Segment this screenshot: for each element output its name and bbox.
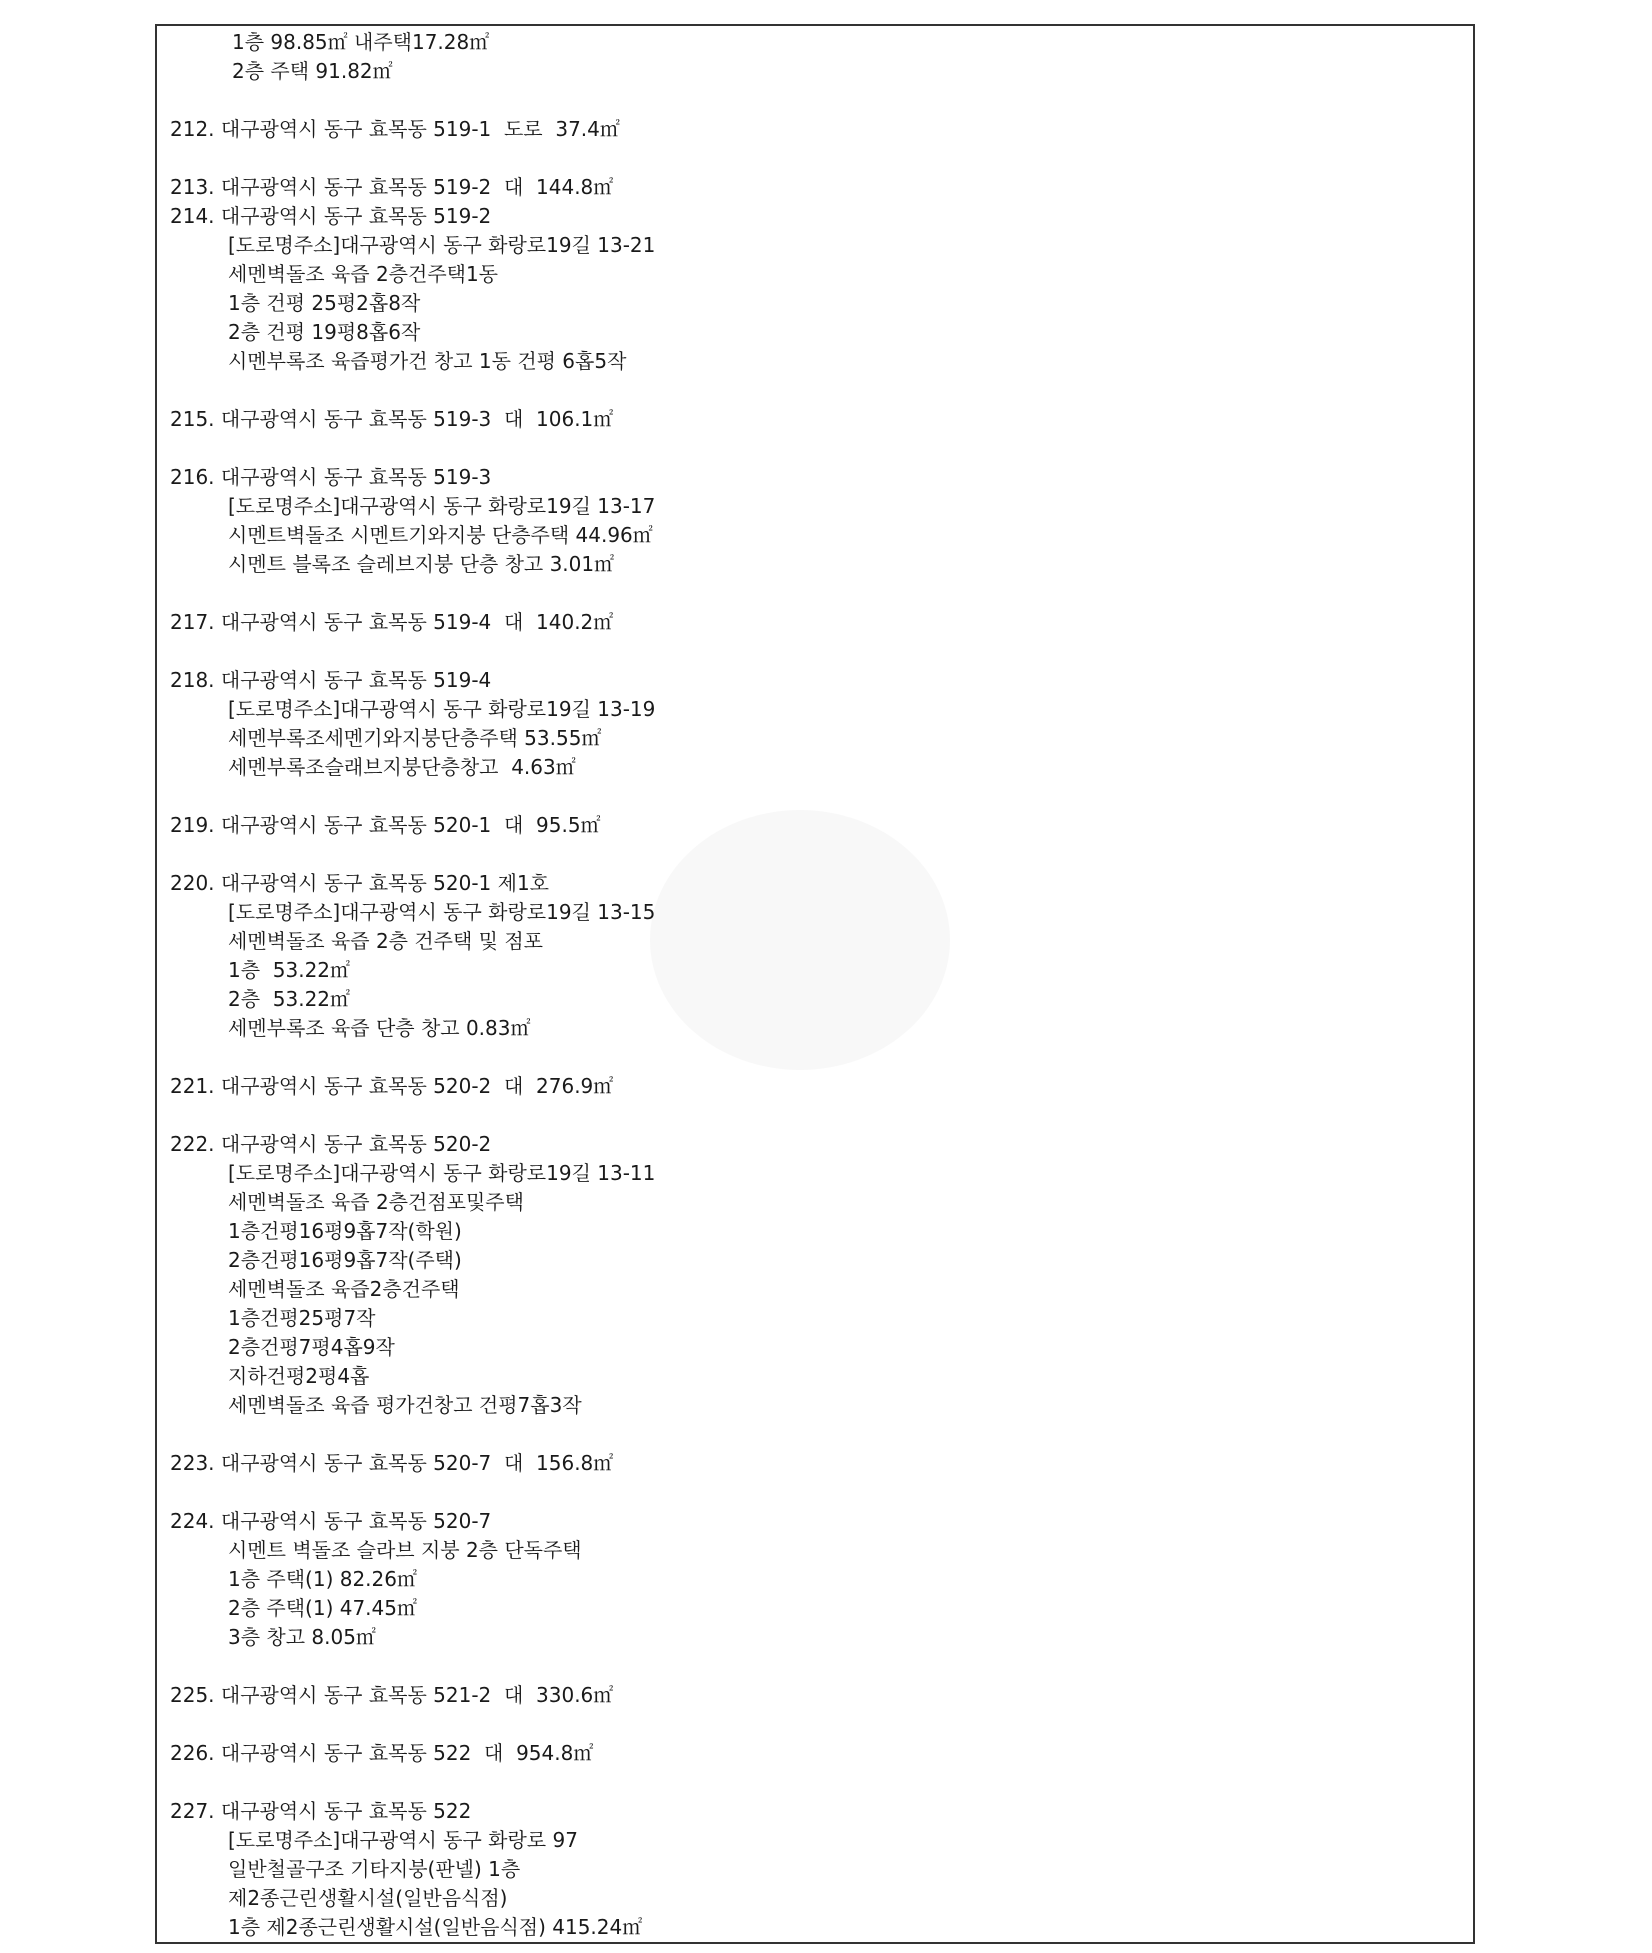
doc-line: 1층건평16평9홉7작(학원) xyxy=(228,1219,462,1243)
doc-line: 3층 창고 8.05㎡ xyxy=(228,1625,376,1649)
doc-line: 227. 대구광역시 동구 효목동 522 xyxy=(170,1799,472,1823)
doc-line: 217. 대구광역시 동구 효목동 519-4 대 140.2㎡ xyxy=(170,610,614,634)
doc-line: 세멘벽돌조 육즙 2층건점포및주택 xyxy=(228,1190,524,1214)
doc-line: 2층 53.22㎡ xyxy=(228,987,351,1011)
doc-line: 지하건평2평4홉 xyxy=(228,1364,370,1388)
doc-line: 212. 대구광역시 동구 효목동 519-1 도로 37.4㎡ xyxy=(170,117,620,141)
watermark-seal xyxy=(640,790,960,1090)
doc-line: 223. 대구광역시 동구 효목동 520-7 대 156.8㎡ xyxy=(170,1451,614,1475)
doc-line: 222. 대구광역시 동구 효목동 520-2 xyxy=(170,1132,492,1156)
doc-line: 214. 대구광역시 동구 효목동 519-2 xyxy=(170,204,492,228)
doc-line: 세멘부록조세멘기와지붕단층주택 53.55㎡ xyxy=(228,726,602,750)
doc-line: 세멘부록조슬래브지붕단층창고 4.63㎡ xyxy=(228,755,576,779)
doc-line: 1층 98.85㎡ 내주택17.28㎡ xyxy=(232,30,490,54)
doc-line: 215. 대구광역시 동구 효목동 519-3 대 106.1㎡ xyxy=(170,407,614,431)
doc-line: 1층건평25평7작 xyxy=(228,1306,376,1330)
doc-line: 세멘벽돌조 육즙 2층건주택1동 xyxy=(228,262,499,286)
doc-line: [도로명주소]대구광역시 동구 화랑로19길 13-15 xyxy=(228,900,656,924)
doc-line: 2층 건평 19평8홉6작 xyxy=(228,320,421,344)
doc-line: 세멘부록조 육즙 단층 창고 0.83㎡ xyxy=(228,1016,531,1040)
doc-line: 시멘부록조 육즙평가건 창고 1동 건평 6홉5작 xyxy=(228,349,627,373)
doc-line: 2층 주택 91.82㎡ xyxy=(232,59,393,83)
doc-line: 2층건평7평4홉9작 xyxy=(228,1335,395,1359)
doc-line: 일반철골구조 기타지붕(판넬) 1층 xyxy=(228,1857,521,1881)
doc-line: 제2종근린생활시설(일반음식점) xyxy=(228,1886,508,1910)
doc-line: 세멘벽돌조 육즙 2층 건주택 및 점포 xyxy=(228,929,543,953)
doc-line: 220. 대구광역시 동구 효목동 520-1 제1호 xyxy=(170,871,549,895)
doc-line: 시멘트 블록조 슬레브지붕 단층 창고 3.01㎡ xyxy=(228,552,615,576)
doc-line: 216. 대구광역시 동구 효목동 519-3 xyxy=(170,465,492,489)
doc-line: [도로명주소]대구광역시 동구 화랑로 97 xyxy=(228,1828,578,1852)
doc-line: 1층 주택(1) 82.26㎡ xyxy=(228,1567,417,1591)
doc-line: 224. 대구광역시 동구 효목동 520-7 xyxy=(170,1509,492,1533)
doc-line: 2층건평16평9홉7작(주택) xyxy=(228,1248,462,1272)
doc-line: [도로명주소]대구광역시 동구 화랑로19길 13-17 xyxy=(228,494,656,518)
doc-line: 218. 대구광역시 동구 효목동 519-4 xyxy=(170,668,492,692)
doc-line: [도로명주소]대구광역시 동구 화랑로19길 13-21 xyxy=(228,233,656,257)
doc-line: 시멘트 벽돌조 슬라브 지붕 2층 단독주택 xyxy=(228,1538,582,1562)
doc-line: 1층 제2종근린생활시설(일반음식점) 415.24㎡ xyxy=(228,1915,643,1939)
doc-line: 225. 대구광역시 동구 효목동 521-2 대 330.6㎡ xyxy=(170,1683,614,1707)
doc-line: 2층 주택(1) 47.45㎡ xyxy=(228,1596,417,1620)
doc-line: 213. 대구광역시 동구 효목동 519-2 대 144.8㎡ xyxy=(170,175,614,199)
doc-line: 221. 대구광역시 동구 효목동 520-2 대 276.9㎡ xyxy=(170,1074,614,1098)
doc-line: 세멘벽돌조 육즙2층건주택 xyxy=(228,1277,460,1301)
doc-line: 219. 대구광역시 동구 효목동 520-1 대 95.5㎡ xyxy=(170,813,601,837)
doc-line: 세멘벽돌조 육즙 평가건창고 건평7홉3작 xyxy=(228,1393,582,1417)
doc-line: 1층 건평 25평2홉8작 xyxy=(228,291,421,315)
doc-line: [도로명주소]대구광역시 동구 화랑로19길 13-19 xyxy=(228,697,656,721)
doc-line: 226. 대구광역시 동구 효목동 522 대 954.8㎡ xyxy=(170,1741,594,1765)
doc-line: [도로명주소]대구광역시 동구 화랑로19길 13-11 xyxy=(228,1161,656,1185)
doc-line: 1층 53.22㎡ xyxy=(228,958,351,982)
doc-line: 시멘트벽돌조 시멘트기와지붕 단층주택 44.96㎡ xyxy=(228,523,653,547)
